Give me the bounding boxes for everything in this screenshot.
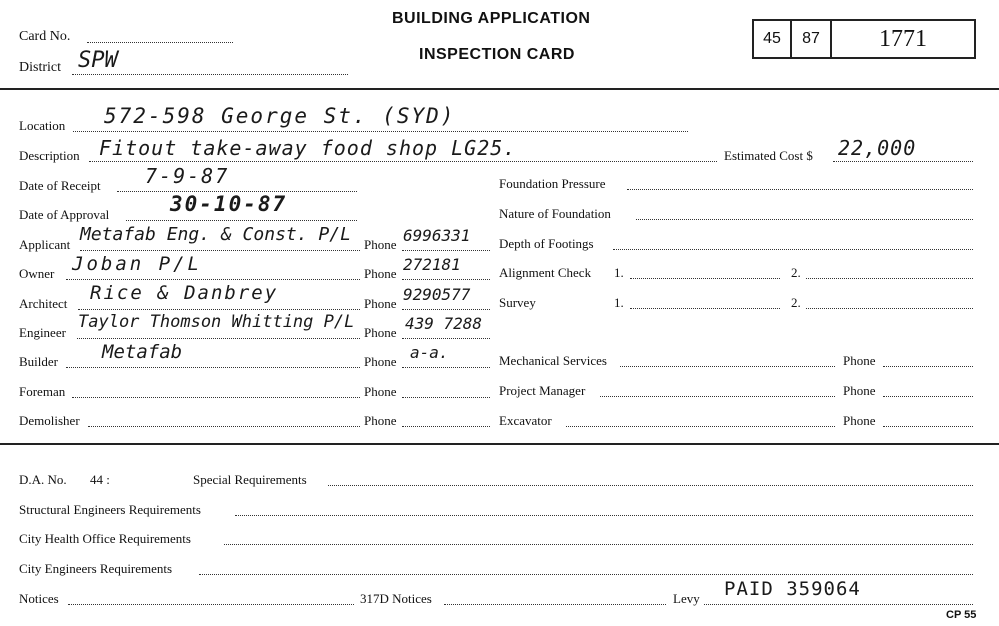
foundation-pressure-line <box>627 189 973 190</box>
divider-top <box>0 88 999 90</box>
description-value: Fitout take-away food shop LG25. <box>99 136 517 160</box>
applicant-label: Applicant <box>19 237 71 252</box>
health-line <box>224 544 973 545</box>
owner-phone-value: 272181 <box>403 255 461 274</box>
levy-label: Levy <box>673 591 700 606</box>
location-line <box>73 131 688 132</box>
da-no-value: 44 : <box>90 472 110 487</box>
foundation-pressure-label: Foundation Pressure <box>499 176 606 191</box>
notices-317d-line <box>444 604 666 605</box>
foreman-label: Foreman <box>19 384 66 399</box>
engineer-label: Engineer <box>19 325 66 340</box>
form-code: CP 55 <box>946 609 977 621</box>
nature-foundation-line <box>636 219 973 220</box>
structural-line <box>235 515 973 516</box>
special-requirements-line <box>328 485 973 486</box>
engineer-line <box>77 338 360 339</box>
demolisher-phone-label: Phone <box>364 413 397 428</box>
alignment-line-1 <box>630 278 780 279</box>
district-line <box>72 74 348 75</box>
card-box-2: 87 <box>790 19 832 59</box>
card-no-label: Card No. <box>19 29 71 44</box>
demolisher-line <box>88 426 360 427</box>
applicant-phone-value: 6996331 <box>403 226 471 245</box>
mechanical-phone-line <box>883 366 973 367</box>
project-manager-line <box>600 396 835 397</box>
survey-line-1 <box>630 308 780 309</box>
levy-value: PAID 359064 <box>724 578 861 600</box>
structural-label: Structural Engineers Requirements <box>19 502 201 517</box>
alignment-num1: 1. <box>614 265 624 280</box>
builder-line <box>66 367 360 368</box>
mechanical-phone-label: Phone <box>843 353 876 368</box>
architect-value: Rice & Danbrey <box>90 282 279 304</box>
location-value: 572-598 George St. (SYD) <box>104 104 456 128</box>
da-no-label: D.A. No. <box>19 472 67 487</box>
engineer-phone-line <box>402 338 490 339</box>
health-label: City Health Office Requirements <box>19 531 191 546</box>
builder-value: Metafab <box>102 341 183 363</box>
district-value: SPW <box>78 48 118 73</box>
date-approval-line <box>126 220 357 221</box>
applicant-value: Metafab Eng. & Const. P/L <box>80 224 351 245</box>
architect-phone-line <box>402 309 490 310</box>
demolisher-phone-line <box>402 426 490 427</box>
excavator-label: Excavator <box>499 413 552 428</box>
builder-phone-label: Phone <box>364 354 397 369</box>
levy-line <box>704 604 973 605</box>
engineer-phone-label: Phone <box>364 325 397 340</box>
survey-line-2 <box>806 308 973 309</box>
engineer-phone-value: 439 7288 <box>405 314 483 333</box>
depth-footings-line <box>613 249 973 250</box>
nature-foundation-label: Nature of Foundation <box>499 206 611 221</box>
builder-phone-line <box>402 367 490 368</box>
estimated-cost-value: 22,000 <box>838 136 917 160</box>
foreman-phone-label: Phone <box>364 384 397 399</box>
excavator-line <box>566 426 835 427</box>
mechanical-line <box>620 366 835 367</box>
project-manager-phone-line <box>883 396 973 397</box>
survey-label: Survey <box>499 295 536 310</box>
date-approval-label: Date of Approval <box>19 207 110 222</box>
excavator-phone-line <box>883 426 973 427</box>
owner-label: Owner <box>19 266 55 281</box>
builder-label: Builder <box>19 354 58 369</box>
card-number-box: 1771 <box>830 19 976 59</box>
alignment-check-label: Alignment Check <box>499 265 592 280</box>
owner-line <box>66 279 360 280</box>
applicant-line <box>80 250 360 251</box>
form-title-line1: BUILDING APPLICATION <box>392 10 591 27</box>
architect-line <box>78 309 360 310</box>
foreman-phone-line <box>402 397 490 398</box>
mechanical-label: Mechanical Services <box>499 353 607 368</box>
date-approval-value: 30-10-87 <box>170 192 288 216</box>
special-requirements-label: Special Requirements <box>193 472 307 487</box>
depth-footings-label: Depth of Footings <box>499 236 594 251</box>
notices-label: Notices <box>19 591 59 606</box>
project-manager-label: Project Manager <box>499 383 586 398</box>
date-receipt-label: Date of Receipt <box>19 178 101 193</box>
excavator-phone-label: Phone <box>843 413 876 428</box>
applicant-phone-label: Phone <box>364 237 397 252</box>
notices-317d-label: 317D Notices <box>360 591 432 606</box>
date-receipt-value: 7-9-87 <box>145 164 230 188</box>
city-engineers-line <box>199 574 973 575</box>
divider-bottom <box>0 443 999 445</box>
applicant-phone-line <box>402 250 490 251</box>
project-manager-phone-label: Phone <box>843 383 876 398</box>
architect-label: Architect <box>19 296 68 311</box>
builder-phone-value: a-a. <box>410 343 449 362</box>
survey-num2: 2. <box>791 295 801 310</box>
survey-num1: 1. <box>614 295 624 310</box>
form-title-line2: INSPECTION CARD <box>419 46 575 63</box>
owner-value: Joban P/L <box>72 253 202 275</box>
alignment-line-2 <box>806 278 973 279</box>
description-line <box>89 161 717 162</box>
architect-phone-value: 9290577 <box>403 285 471 304</box>
alignment-num2: 2. <box>791 265 801 280</box>
demolisher-label: Demolisher <box>19 413 80 428</box>
city-engineers-label: City Engineers Requirements <box>19 561 173 576</box>
district-label: District <box>19 60 61 75</box>
owner-phone-line <box>402 279 490 280</box>
engineer-value: Taylor Thomson Whitting P/L <box>78 312 355 332</box>
notices-line <box>68 604 354 605</box>
estimated-cost-line <box>833 161 973 162</box>
location-label: Location <box>19 118 66 133</box>
estimated-cost-label: Estimated Cost $ <box>724 148 813 163</box>
description-label: Description <box>19 148 80 163</box>
foreman-line <box>72 397 360 398</box>
owner-phone-label: Phone <box>364 266 397 281</box>
architect-phone-label: Phone <box>364 296 397 311</box>
card-no-line <box>87 42 233 43</box>
card-box-1: 45 <box>752 19 792 59</box>
